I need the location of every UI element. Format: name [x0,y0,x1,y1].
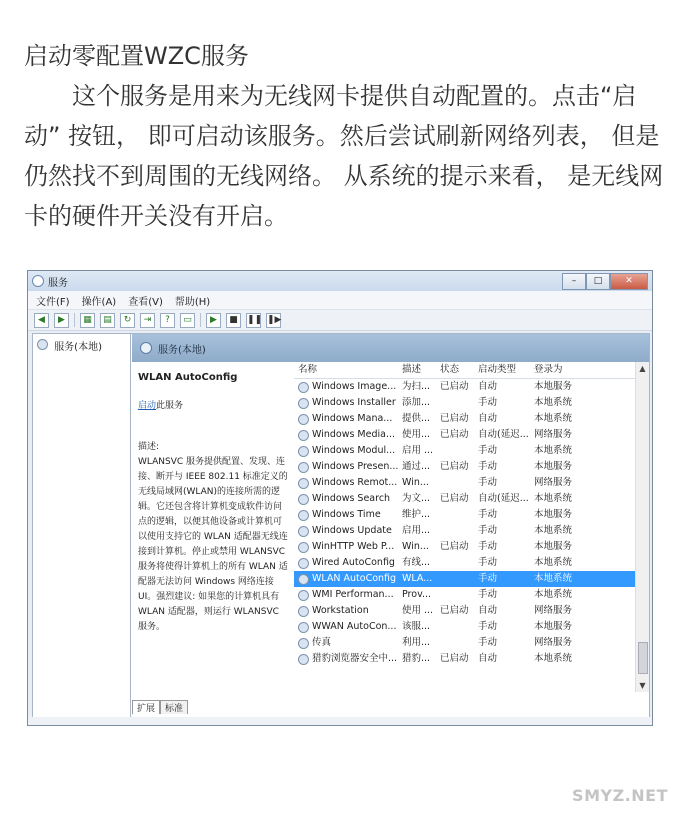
toolbar-divider [74,313,75,327]
service-status-cell [440,507,478,523]
close-button[interactable]: ✕ [610,273,648,290]
service-name-text: Workstation [312,605,369,616]
services-list [294,362,649,692]
gear-icon [298,414,309,425]
title-bar [28,271,652,291]
service-desc-cell: 该服... [402,621,431,632]
service-startup-cell: 手动 [478,621,498,632]
table-row[interactable] [294,379,649,395]
table-row[interactable] [294,555,649,571]
service-name-cell [294,587,402,603]
service-status-cell [440,475,478,491]
service-logon-cell: 本地系统 [534,493,573,504]
menu-bar [28,291,652,310]
service-name-text: WLAN AutoConfig [312,573,397,584]
service-name-text: Windows Presen... [312,461,399,472]
article-paragraph: 这个服务是用来为无线网卡提供自动配置的。点击“启动” 按钮， 即可启动该服务。然后尝试刷新网络列表， 但是仍然找不到周围的无线网络。 从系统的提示来看， 是无线网卡的硬件开关没有开启。 [24,82,664,230]
service-desc-cell: 维护... [402,509,431,520]
service-name-cell [294,411,402,427]
tree-item-services-local[interactable]: 服务(本地) [54,342,102,353]
stop-service-icon[interactable]: ■ [226,313,241,328]
service-name-text: 传真 [312,637,332,648]
view-tabs [132,700,188,714]
gear-icon [298,558,309,569]
article-heading: 启动零配置WZC服务 [24,42,249,70]
service-status-cell [440,395,478,411]
maximize-button[interactable]: □ [586,273,610,290]
column-name[interactable]: 名称 [298,364,318,375]
service-desc-cell: 提供... [402,413,431,424]
service-logon-cell: 本地服务 [534,509,573,520]
view-icon[interactable]: ▭ [180,313,195,328]
service-name-cell [294,651,402,667]
service-startup-cell: 手动 [478,509,498,520]
gear-icon [298,526,309,537]
start-service-link[interactable]: 启动 [138,401,157,411]
scroll-up-icon[interactable]: ▲ [639,364,646,373]
service-name-text: Windows Modul... [312,445,396,456]
gear-icon [298,638,309,649]
service-name-cell [294,555,402,571]
export-icon[interactable]: ⇥ [140,313,155,328]
service-name-cell [294,379,402,395]
table-row[interactable] [294,635,649,651]
tab-extended[interactable]: 扩展 [132,700,160,714]
properties-icon[interactable]: ▤ [100,313,115,328]
service-description-panel [132,362,292,692]
service-startup-cell: 手动 [478,445,498,456]
service-status-cell [440,523,478,539]
service-name-cell [294,475,402,491]
table-row[interactable] [294,651,649,667]
column-log-on-as[interactable]: 登录为 [534,364,563,375]
service-desc-cell: WLA... [402,573,433,584]
table-row[interactable] [294,587,649,603]
description-label: 描述: [138,442,160,452]
service-name-text: Windows Image... [312,381,397,392]
table-row[interactable] [294,427,649,443]
table-row[interactable] [294,459,649,475]
service-startup-cell: 自动 [478,605,498,616]
toolbar [28,310,652,331]
pane-header-title: 服务(本地) [158,344,206,356]
service-status-cell [440,571,478,587]
gear-icon [298,446,309,457]
menu-file[interactable]: 文件(F) [36,296,70,308]
table-row[interactable] [294,475,649,491]
menu-view[interactable]: 查看(V) [128,296,163,308]
service-startup-cell: 自动 [478,653,498,664]
service-startup-cell: 手动 [478,541,498,552]
service-status-cell [440,443,478,459]
service-status-cell: 已启动 [440,381,469,392]
services-icon [32,275,44,287]
refresh-icon[interactable]: ↻ [120,313,135,328]
service-startup-cell: 手动 [478,397,498,408]
watermark: SMYZ.NET [572,786,668,805]
service-status-cell: 已启动 [440,541,469,552]
menu-help[interactable]: 帮助(H) [174,296,211,308]
tab-standard[interactable]: 标准 [160,700,188,714]
table-row[interactable] [294,395,649,411]
service-desc-cell: 通过... [402,461,431,472]
pause-service-icon[interactable]: ❚❚ [246,313,261,328]
service-desc-cell: Win... [402,541,429,552]
service-desc-cell: 为文... [402,493,431,504]
gear-icon [298,478,309,489]
back-icon[interactable]: ◀ [34,313,49,328]
service-desc-cell: 利用... [402,637,431,648]
gear-icon [298,654,309,665]
service-logon-cell: 本地系统 [534,653,573,664]
selected-service-name: WLAN AutoConfig [138,372,238,383]
gear-icon [298,590,309,601]
service-status-cell [440,635,478,651]
service-startup-cell: 手动 [478,557,498,568]
service-startup-cell: 手动 [478,573,498,584]
service-logon-cell: 网络服务 [534,605,573,616]
gear-icon [298,398,309,409]
service-status-cell: 已启动 [440,429,469,440]
service-name-text: WMI Performan... [312,589,394,600]
service-name-text: Windows Search [312,493,391,504]
vertical-scrollbar[interactable] [635,362,649,692]
table-row[interactable] [294,411,649,427]
minimize-button[interactable]: – [562,273,586,290]
service-logon-cell: 本地服务 [534,621,573,632]
table-row[interactable] [294,539,649,555]
service-logon-cell: 本地服务 [534,381,573,392]
service-desc-cell: 启用... [402,525,431,536]
list-rows [294,379,649,667]
service-logon-cell: 网络服务 [534,637,573,648]
service-logon-cell: 本地系统 [534,413,573,424]
gear-icon [298,542,309,553]
service-status-cell: 已启动 [440,493,469,504]
scroll-thumb[interactable] [638,642,648,674]
service-name-cell [294,459,402,475]
start-service-icon[interactable]: ▶ [206,313,221,328]
service-desc-cell: 有线... [402,557,431,568]
description-text: WLANSVC 服务提供配置、发现、连接、断开与 IEEE 802.11 标准定义的无线局域网(WLAN)的连接所需的逻辑。它还包含将计算机变成软件访问点的逻辑，以便其他设备或计算机可以使用支持它的 WLAN 适配器无线连接到计算机。停止或禁用 WLANSVC 服务将使得计算机上的所有 WLAN 适配器无法访问 Windows 网络连接 UI。强烈建议: 如果您的计算机具有 WLAN 适配器，则运行 WLANSVC 服务。 [138,457,288,632]
service-status-cell: 已启动 [440,653,469,664]
details-pane [132,334,649,718]
scroll-down-icon[interactable]: ▼ [639,681,646,690]
services-icon [37,339,48,350]
service-name-cell [294,395,402,411]
service-status-cell [440,555,478,571]
service-logon-cell: 本地系统 [534,589,573,600]
service-startup-cell: 手动 [478,525,498,536]
toolbar-divider [200,313,201,327]
article [24,36,664,236]
service-name-cell [294,523,402,539]
service-name-text: Windows Remot... [312,477,398,488]
table-row[interactable] [294,603,649,619]
service-desc-cell: Prov... [402,589,432,600]
service-name-text: WinHTTP Web P... [312,541,395,552]
column-startup-type[interactable]: 启动类型 [478,364,517,375]
service-status-cell [440,587,478,603]
forward-icon[interactable]: ▶ [54,313,69,328]
service-name-cell [294,619,402,635]
service-name-text: Windows Mana... [312,413,393,424]
console-tree [33,334,131,718]
service-name-cell [294,635,402,651]
service-name-cell [294,427,402,443]
start-service-line [138,399,288,414]
menu-action[interactable]: 操作(A) [81,296,117,308]
table-row[interactable] [294,523,649,539]
service-logon-cell: 网络服务 [534,429,573,440]
service-desc-cell: 启用 ... [402,445,434,456]
service-name-text: 猎豹浏览器安全中... [312,653,398,664]
service-name-cell [294,603,402,619]
service-logon-cell: 本地系统 [534,525,573,536]
pane-header [132,334,649,362]
gear-icon [298,494,309,505]
service-name-text: Windows Update [312,525,392,536]
service-name-text: Wired AutoConfig [312,557,395,568]
service-startup-cell: 手动 [478,637,498,648]
console-tree-icon[interactable]: ▦ [80,313,95,328]
table-row[interactable] [294,619,649,635]
service-startup-cell: 手动 [478,477,498,488]
service-desc-cell: 猎豹... [402,653,431,664]
service-name-text: Windows Installer [312,397,396,408]
service-name-cell [294,507,402,523]
service-status-cell [440,619,478,635]
service-name-text: WWAN AutoCon... [312,621,397,632]
window-title: 服务 [48,277,68,289]
help-icon[interactable]: ? [160,313,175,328]
service-startup-cell: 手动 [478,589,498,600]
table-row[interactable] [294,443,649,459]
service-logon-cell: 本地系统 [534,573,573,584]
service-startup-cell: 手动 [478,461,498,472]
start-service-suffix: 此服务 [156,401,184,411]
column-description[interactable]: 描述 [402,364,422,375]
service-logon-cell: 本地系统 [534,557,573,568]
service-desc-cell: 添加... [402,397,431,408]
service-startup-cell: 自动 [478,413,498,424]
status-bar [28,717,652,725]
service-status-cell: 已启动 [440,461,469,472]
gear-icon [298,606,309,617]
service-startup-cell: 自动(延迟... [478,429,529,440]
service-name-text: Windows Time [312,509,381,520]
service-name-cell [294,539,402,555]
list-header [294,362,649,379]
restart-service-icon[interactable]: ❚▶ [266,313,281,328]
service-logon-cell: 本地服务 [534,541,573,552]
gear-icon [298,574,309,585]
gear-icon [298,382,309,393]
service-desc-cell: 使用 ... [402,605,434,616]
service-name-text: Windows Media... [312,429,396,440]
service-desc-cell: 使用... [402,429,431,440]
gear-icon [298,430,309,441]
service-logon-cell: 本地系统 [534,445,573,456]
service-name-cell [294,443,402,459]
service-logon-cell: 网络服务 [534,477,573,488]
service-name-cell [294,571,402,587]
mmc-body [32,333,650,721]
service-desc-cell: Win... [402,477,429,488]
gear-icon [298,462,309,473]
column-status[interactable]: 状态 [440,364,460,375]
service-startup-cell: 自动 [478,381,498,392]
service-name-cell [294,491,402,507]
service-desc-cell: 为扫... [402,381,431,392]
service-startup-cell: 自动(延迟... [478,493,529,504]
gear-icon [298,510,309,521]
services-icon [140,342,152,354]
service-logon-cell: 本地服务 [534,461,573,472]
services-window [27,270,653,726]
table-row[interactable] [294,491,649,507]
table-row[interactable] [294,507,649,523]
service-status-cell: 已启动 [440,413,469,424]
service-status-cell: 已启动 [440,605,469,616]
table-row[interactable] [294,571,649,587]
gear-icon [298,622,309,633]
service-logon-cell: 本地系统 [534,397,573,408]
